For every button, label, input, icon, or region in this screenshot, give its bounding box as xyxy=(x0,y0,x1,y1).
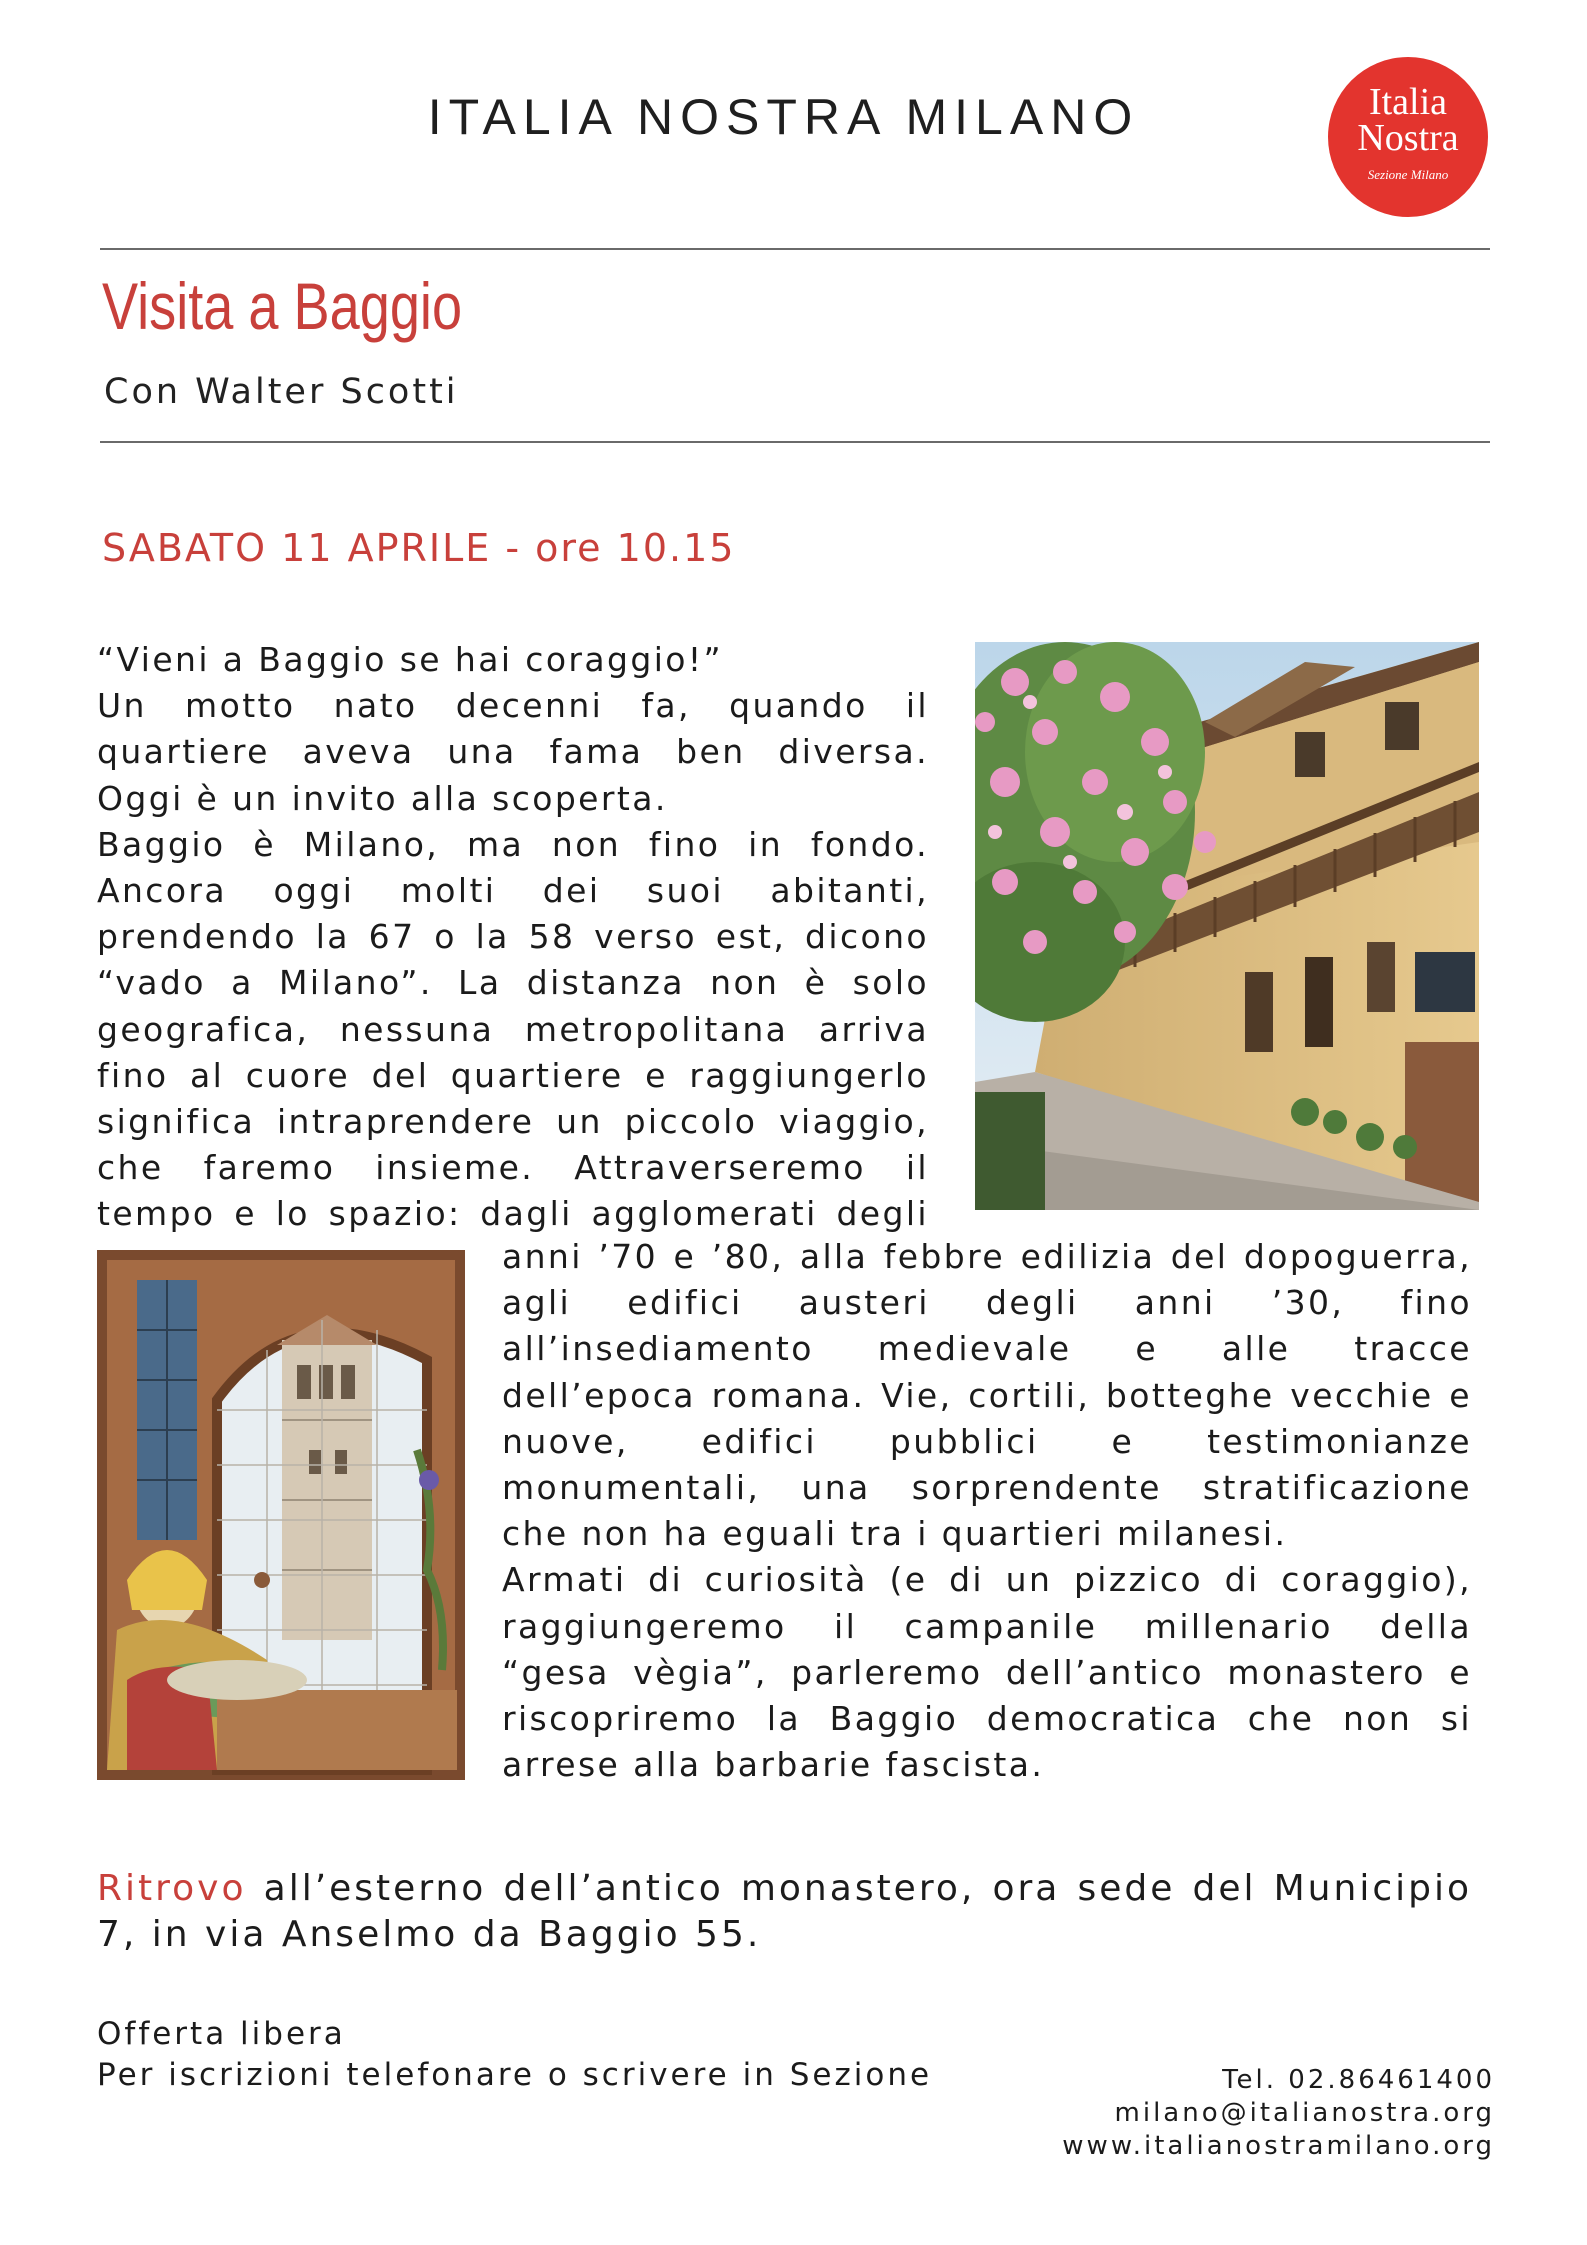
body-line: all’insediamento medievale e alle tracce xyxy=(502,1329,1472,1369)
body-line: nuove, edifici pubblici e testimonianze xyxy=(502,1421,1472,1461)
tile-painting-photo xyxy=(97,1250,465,1780)
body-line: Baggio è Milano, ma non fino in fondo. xyxy=(97,824,929,864)
body-line: prendendo la 67 o la 58 verso est, dicono xyxy=(97,917,929,957)
meeting-text: all’esterno dell’antico monastero, ora sede del Municipio 7, in via Anselmo da Baggio 55. xyxy=(97,1868,1472,1955)
body-line: significa intraprendere un piccolo viaggio, xyxy=(97,1102,929,1142)
contact-phone: Tel. 02.86461400 xyxy=(1222,2065,1495,2095)
body-line: “gesa vègia”, parleremo dell’antico monastero e xyxy=(502,1652,1472,1692)
body-line: riscopriremo la Baggio democratica che non si xyxy=(502,1699,1472,1739)
logo-line-3: Sezione Milano xyxy=(1367,167,1449,182)
courtyard-photo xyxy=(975,642,1479,1210)
organization-title: ITALIA NOSTRA MILANO xyxy=(427,89,1140,145)
body-line: dell’epoca romana. Vie, cortili, botteghe vecchie e xyxy=(502,1375,1472,1415)
body-line: monumentali, una sorprendente stratificazione xyxy=(502,1468,1472,1508)
body-line: arrese alla barbarie fascista. xyxy=(502,1745,1045,1785)
offer-line: Offerta libera xyxy=(97,2016,346,2052)
body-line: Un motto nato decenni fa, quando il xyxy=(97,686,929,726)
event-subtitle: Con Walter Scotti xyxy=(104,372,459,412)
meeting-point xyxy=(97,1866,1472,1958)
bottom-divider xyxy=(100,441,1490,443)
body-line: che non ha eguali tra i quartieri milanesi. xyxy=(502,1514,1288,1554)
registration-line: Per iscrizioni telefonare o scrivere in Sezione xyxy=(97,2057,933,2093)
body-line: quartiere aveva una fama ben diversa. xyxy=(97,732,929,772)
body-line: tempo e lo spazio: dagli agglomerati degli xyxy=(97,1194,929,1234)
body-text-top xyxy=(97,637,929,1238)
body-line: fino al cuore del quartiere e raggiungerlo xyxy=(97,1055,929,1095)
event-date: SABATO 11 APRILE - ore 10.15 xyxy=(102,526,736,570)
body-line: “vado a Milano”. La distanza non è solo xyxy=(97,963,929,1003)
logo-line-2: Nostra xyxy=(1357,117,1459,159)
body-line: geografica, nessuna metropolitana arriva xyxy=(97,1009,929,1049)
italia-nostra-logo xyxy=(1328,57,1488,217)
registration-info xyxy=(97,2014,932,2096)
logo-line-1: Italia xyxy=(1368,81,1448,123)
body-line: Armati di curiosità (e di un pizzico di coraggio), xyxy=(502,1560,1472,1600)
meeting-label: Ritrovo xyxy=(97,1868,247,1909)
body-line: che faremo insieme. Attraverseremo il xyxy=(97,1148,929,1188)
body-text-bottom xyxy=(502,1234,1472,1788)
contact-block xyxy=(1062,2064,1495,2163)
top-divider xyxy=(100,248,1490,250)
body-line: agli edifici austeri degli anni ’30, fino xyxy=(502,1283,1472,1323)
body-line: anni ’70 e ’80, alla febbre edilizia del dopoguerra, xyxy=(502,1237,1472,1276)
body-line: raggiungeremo il campanile millenario della xyxy=(502,1606,1472,1646)
event-title: Visita a Baggio xyxy=(102,269,463,343)
contact-email[interactable]: milano@italianostra.org xyxy=(1114,2098,1495,2128)
body-line: “Vieni a Baggio se hai coraggio!” xyxy=(97,640,723,679)
body-line: Oggi è un invito alla scoperta. xyxy=(97,778,668,818)
contact-website[interactable]: www.italianostramilano.org xyxy=(1062,2131,1495,2161)
body-line: Ancora oggi molti dei suoi abitanti, xyxy=(97,871,929,911)
